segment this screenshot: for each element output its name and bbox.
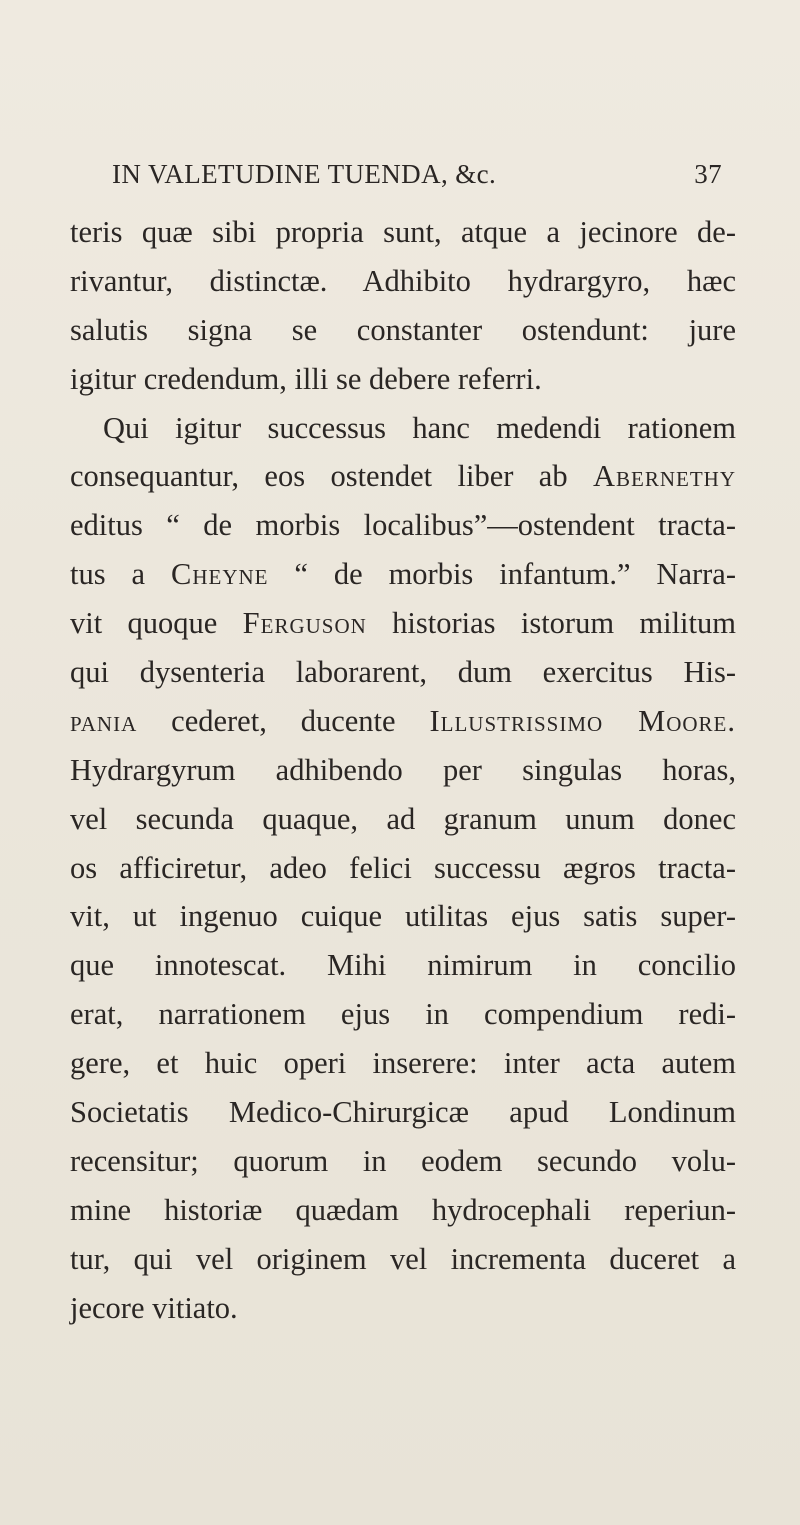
text-line: igitur credendum, illi se debere referri. — [70, 361, 542, 396]
page-number: 37 — [694, 159, 722, 189]
place-name-hispania: pania — [70, 703, 138, 738]
text-line: teris quæ sibi propria sunt, atque a jecinore de- — [70, 215, 736, 249]
author-name-abernethy: Abernethy — [592, 459, 736, 494]
text-line: gere, et huic operi inserere: inter acta autem — [70, 1046, 736, 1081]
text-line: editus “ de morbis localibus”—ostendent tracta- — [70, 508, 736, 543]
text-line: erat, narrationem ejus in compendium redi- — [70, 997, 736, 1032]
text-line: tus a Cheyne “ de morbis infantum.” Narra- — [70, 557, 736, 592]
text-line: os afficiretur, adeo felici successu ægros tracta- — [70, 850, 736, 885]
text-line: vit quoque Ferguson historias istorum militum — [70, 606, 736, 641]
text-line: Societatis Medico-Chirurgicæ apud Londinum — [70, 1095, 736, 1130]
author-name-ferguson: Ferguson — [242, 606, 367, 641]
running-head — [112, 150, 722, 198]
text-line: consequantur, eos ostendet liber ab Abernethy — [70, 459, 736, 494]
text-line: Hydrargyrum adhibendo per singulas horas, — [70, 752, 736, 787]
author-name-cheyne: Cheyne — [170, 557, 269, 592]
text-line: recensitur; quorum in eodem secundo volu- — [70, 1143, 736, 1178]
text-line: Qui igitur successus hanc medendi rationem — [103, 410, 736, 445]
text-line: pania cederet, ducente Illustrissimo Moore. — [70, 703, 736, 738]
text-line: que innotescat. Mihi nimirum in concilio — [70, 948, 736, 983]
text-line: jecore vitiato. — [70, 1290, 238, 1325]
person-name-moore: Illustrissimo Moore. — [429, 703, 736, 738]
text-line: vit, ut ingenuo cuique utilitas ejus satis super- — [70, 899, 736, 934]
text-line: vel secunda quaque, ad granum unum donec — [70, 801, 736, 836]
text-line: salutis signa se constanter ostendunt: jure — [70, 312, 736, 347]
running-head-title: IN VALETUDINE TUENDA, &c. — [112, 159, 497, 189]
text-line: qui dysenteria laborarent, dum exercitus His- — [70, 655, 736, 690]
text-line: rivantur, distinctæ. Adhibito hydrargyro, hæc — [70, 263, 736, 298]
body-text — [70, 208, 736, 1332]
text-line: tur, qui vel originem vel incrementa duceret a — [70, 1241, 736, 1276]
text-line: mine historiæ quædam hydrocephali reperiun- — [70, 1192, 736, 1227]
